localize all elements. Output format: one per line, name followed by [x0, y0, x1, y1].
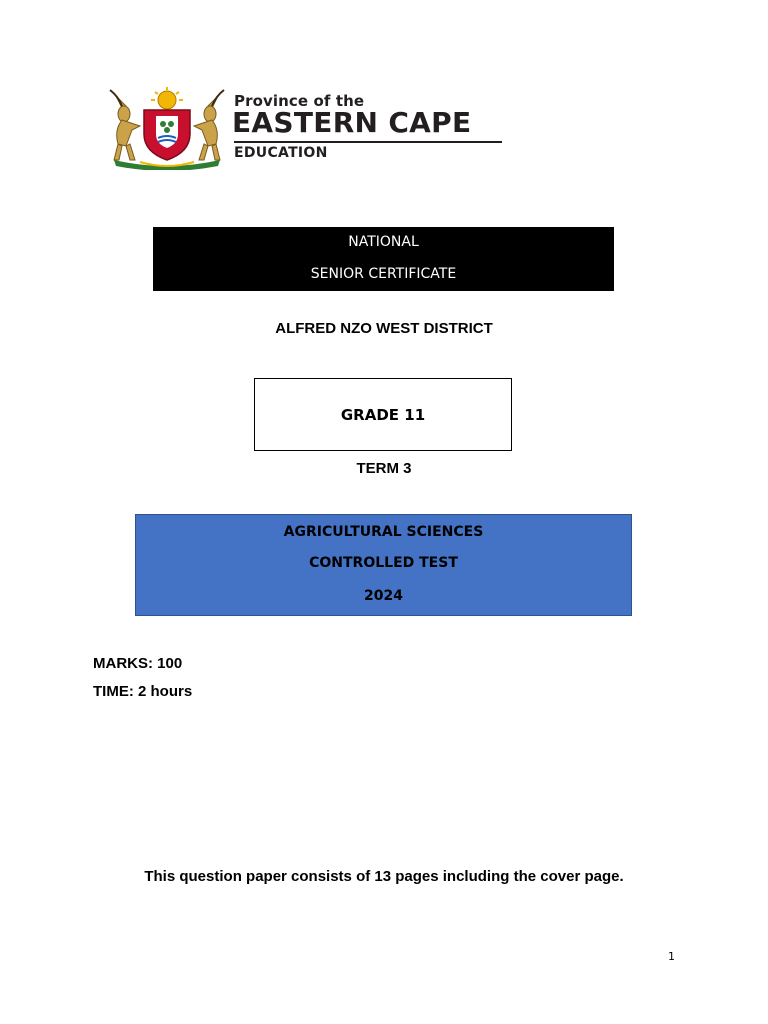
logo-divider — [234, 141, 502, 143]
logo-text-education: EDUCATION — [234, 145, 328, 161]
time-value: 2 hours — [138, 683, 193, 700]
subject-name: AGRICULTURAL SCIENCES — [283, 524, 484, 540]
header-line-senior-certificate: SENIOR CERTIFICATE — [310, 266, 457, 282]
assessment-type: CONTROLLED TEST — [309, 555, 458, 571]
subject-box — [135, 514, 632, 616]
term-label: TERM 3 — [356, 460, 412, 477]
coat-of-arms-icon — [100, 86, 234, 170]
header-line-national: NATIONAL — [348, 234, 419, 250]
grade-label: GRADE 11 — [340, 406, 426, 424]
page-number: 1 — [668, 950, 675, 963]
nsc-header-box — [153, 227, 614, 291]
marks-total: MARKS: 100 — [93, 655, 183, 672]
logo-text-province: Province of the — [234, 92, 365, 110]
logo-text-eastern-cape: EASTERN CAPE — [232, 106, 472, 139]
time-label: TIME: — [93, 683, 134, 700]
province-logo — [100, 86, 510, 170]
grade-box — [254, 378, 512, 451]
time-allowed — [93, 683, 192, 700]
exam-year: 2024 — [364, 588, 403, 604]
page-count-note: This question paper consists of 13 pages including the cover page. — [144, 868, 624, 885]
district-name: ALFRED NZO WEST DISTRICT — [275, 320, 493, 337]
